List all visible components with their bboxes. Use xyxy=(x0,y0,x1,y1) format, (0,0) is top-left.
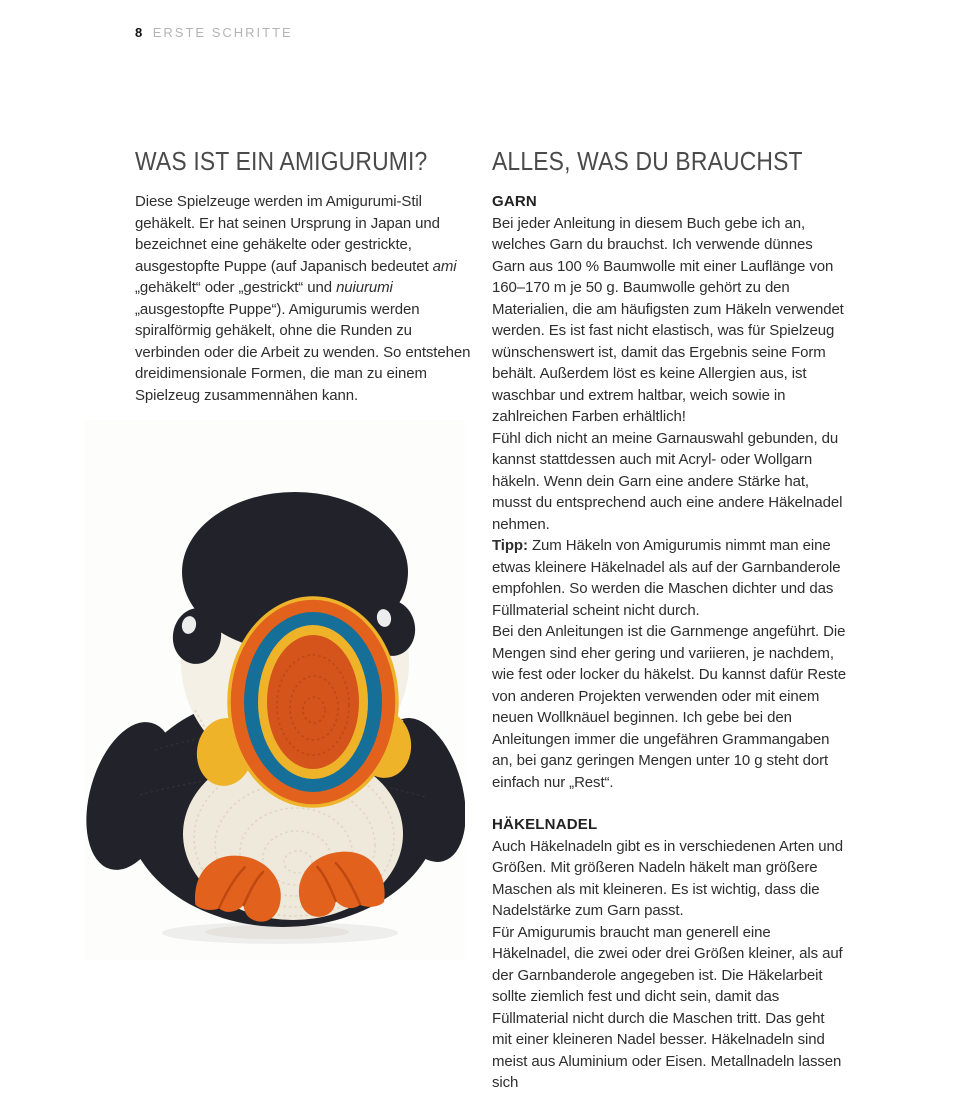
puffin-illustration xyxy=(85,420,465,960)
right-column-heading: ALLES, WAS DU BRAUCHST xyxy=(492,146,803,176)
garn-tip-paragraph: Tipp: Zum Häkeln von Amigurumis nimmt man eine etwas kleinere Häkelnadel als auf der Garnbanderole empfohlen. So werden die Maschen dichter und das Füllmaterial scheint nicht durch. xyxy=(492,537,841,619)
puffin-beak xyxy=(229,598,397,806)
page-header xyxy=(135,25,293,40)
right-column xyxy=(492,146,848,1094)
amigurumi-intro-paragraph: Diese Spielzeuge werden im Amigurumi-Stil gehäkelt. Er hat seinen Ursprung in Japan und bezeichnet eine gehäkelte oder gestrickte, ausgestopfte Puppe (auf Japanisch bedeutet ami „gehäkelt“ oder „gestrickt“ und nuiurumi „ausgestopfte Puppe“). Amigurumis werden spiralförmig gehäkelt, ohne die Runden zu verbinden oder die Arbeit zu wenden. So entstehen dreidimensionale Formen, die man zu einem Spielzeug zusammennähen kann. xyxy=(135,193,471,404)
left-column-heading: WAS IST EIN AMIGURUMI? xyxy=(135,146,428,176)
section-title-haekelnadel: HÄKELNADEL xyxy=(492,816,598,833)
page-number: 8 xyxy=(135,25,143,40)
section-haekelnadel xyxy=(492,814,848,1094)
haekelnadel-paragraph: Für Amigurumis braucht man generell eine Häkelnadel, die zwei oder drei Größen kleiner, als auf der Garnbanderole angegeben ist. Die Häkelarbeit sollte ziemlich fest und dicht sein, damit das Füllmaterial nicht durch die Maschen tritt. Das geht mit einer kleineren Nadel besser. Häkelnadeln sind meist aus Aluminium oder Eisen. Metallnadeln lassen sich xyxy=(492,923,843,1091)
page-kicker: ERSTE SCHRITTE xyxy=(152,25,293,40)
garn-paragraph: Bei jeder Anleitung in diesem Buch gebe ich an, welches Garn du brauchst. Ich verwende dünnes Garn aus 100 % Baumwolle mit einer Lauflänge von 160–170 m je 50 g. Baumwolle gehört zu den Materialien, die am häufigsten zum Häkeln verwendet werden. Es ist fast nicht elastisch, was für Spielzeug wünschenswert ist, damit das Ergebnis seine Form behält. Außerdem löst es keine Allergien aus, ist waschbar und extrem haltbar, weich sowie in zahlreichen Farben erhältlich! xyxy=(492,214,844,425)
section-title-garn: GARN xyxy=(492,193,537,210)
puffin-photo xyxy=(85,420,465,960)
garn-paragraph: Bei den Anleitungen ist die Garnmenge angeführt. Die Mengen sind eher gering und variieren, je nachdem, wie fest oder locker du häkelst. Du kannst dafür Reste von anderen Projekten verwenden oder mit einem neuen Wollknäuel beginnen. Ich gebe bei den Anleitungen immer die ungefähren Grammangaben an, bei ganz geringen Mengen unter 10 g steht dort einfach nur „Rest“. xyxy=(492,623,846,791)
garn-paragraph: Fühl dich nicht an meine Garnauswahl gebunden, du kannst stattdessen auch mit Acryl- oder Wollgarn häkeln. Wenn dein Garn eine andere Stärke hat, musst du entsprechend auch eine andere Häkelnadel nehmen. xyxy=(492,429,843,533)
section-garn xyxy=(492,191,848,793)
left-column xyxy=(135,146,475,406)
haekelnadel-paragraph: Auch Häkelnadeln gibt es in verschiedenen Arten und Größen. Mit größeren Nadeln häkelt man größere Maschen als mit kleineren. Es ist wichtig, dass die Nadelstärke zum Garn passt. xyxy=(492,837,843,919)
